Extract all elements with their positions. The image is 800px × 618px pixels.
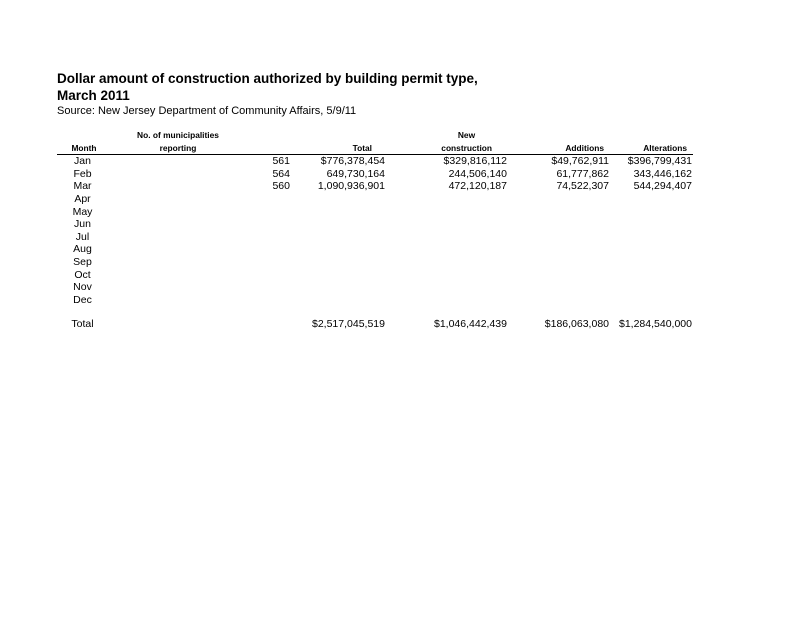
header-alterations-top: [610, 129, 693, 142]
total-cell: [291, 294, 386, 307]
alterations-cell: $396,799,431: [627, 155, 692, 168]
totals-alterations-cell: $1,284,540,000: [619, 318, 692, 331]
new-construction-cell: [386, 281, 508, 294]
total-cell: [291, 206, 386, 219]
month-cell: Oct: [74, 268, 91, 281]
month-cell: Aug: [73, 243, 92, 256]
alterations-cell: 343,446,162: [633, 167, 692, 180]
municipalities-cell: [108, 294, 291, 307]
additions-cell: [508, 193, 610, 206]
new-construction-cell: [386, 231, 508, 244]
totals-new-construction-cell: $1,046,442,439: [434, 318, 507, 331]
month-cell: Mar: [73, 180, 92, 193]
additions-cell: [508, 231, 610, 244]
month-cell: Dec: [73, 293, 92, 306]
month-cell: Jan: [74, 155, 91, 168]
additions-cell: [508, 269, 610, 282]
alterations-cell: 544,294,407: [633, 180, 692, 193]
totals-row: [57, 318, 693, 331]
totals-additions-cell: $186,063,080: [544, 318, 609, 331]
spacer-cell: [291, 306, 386, 318]
alterations-cell: [610, 193, 693, 206]
alterations-cell: [610, 294, 693, 307]
table-row: [57, 155, 693, 168]
municipalities-cell: [108, 281, 291, 294]
spacer-row: [57, 306, 693, 318]
header-row-2: [57, 142, 693, 155]
table-row: [57, 269, 693, 282]
month-cell: Sep: [73, 255, 92, 268]
municipalities-cell: [108, 256, 291, 269]
alterations-cell: [610, 231, 693, 244]
report-title-line2: March 2011: [57, 88, 130, 103]
header-new-line2: construction: [386, 142, 508, 155]
additions-cell: [508, 281, 610, 294]
source-note: Source: New Jersey Department of Community Affairs, 5/9/11: [57, 105, 357, 117]
table-row: [57, 256, 693, 269]
month-cell: Jul: [75, 230, 90, 243]
additions-cell: [508, 218, 610, 231]
header-additions: Additions: [508, 142, 610, 155]
new-construction-cell: [386, 193, 508, 206]
table-row: [57, 180, 693, 193]
total-cell: 1,090,936,901: [317, 180, 385, 193]
total-cell: [291, 231, 386, 244]
new-construction-cell: 472,120,187: [448, 180, 507, 193]
month-cell: Nov: [73, 281, 92, 294]
additions-cell: [508, 206, 610, 219]
additions-cell: 61,777,862: [556, 167, 609, 180]
month-cell: Apr: [74, 192, 91, 205]
header-total: Total: [291, 142, 386, 155]
header-additions-top: [508, 129, 610, 142]
header-row-1: [57, 129, 693, 142]
table-row: [57, 281, 693, 294]
municipalities-cell: [108, 243, 291, 256]
total-cell: [291, 281, 386, 294]
new-construction-cell: [386, 218, 508, 231]
additions-cell: [508, 243, 610, 256]
table-row: [57, 231, 693, 244]
municipalities-cell: [108, 206, 291, 219]
total-cell: [291, 269, 386, 282]
total-cell: [291, 256, 386, 269]
month-cell: Feb: [73, 167, 92, 180]
alterations-cell: [610, 218, 693, 231]
municipalities-cell: [108, 269, 291, 282]
municipalities-cell: [108, 218, 291, 231]
header-alterations: Alterations: [610, 142, 693, 155]
totals-municipalities-cell: [108, 318, 291, 331]
alterations-cell: [610, 243, 693, 256]
total-cell: $776,378,454: [320, 155, 385, 168]
report-title-line1: Dollar amount of construction authorized by building permit type,: [57, 71, 478, 86]
spacer-cell: [108, 306, 291, 318]
municipalities-cell: 561: [272, 155, 290, 168]
month-cell: May: [72, 205, 93, 218]
municipalities-cell: [108, 231, 291, 244]
spacer-cell: [508, 306, 610, 318]
header-month-top: [57, 129, 108, 142]
header-municipalities-line2: reporting: [108, 142, 291, 155]
table-row: [57, 218, 693, 231]
municipalities-cell: 564: [272, 167, 290, 180]
spacer-cell: [57, 306, 108, 318]
new-construction-cell: [386, 294, 508, 307]
municipalities-cell: 560: [272, 180, 290, 193]
month-cell: Jun: [74, 218, 91, 231]
header-total-top: [291, 129, 386, 142]
totals-total-cell: $2,517,045,519: [312, 318, 385, 331]
new-construction-cell: [386, 206, 508, 219]
new-construction-cell: [386, 256, 508, 269]
permit-table: [57, 129, 693, 331]
municipalities-cell: [108, 193, 291, 206]
new-construction-cell: [386, 269, 508, 282]
table-row: [57, 294, 693, 307]
additions-cell: 74,522,307: [556, 180, 609, 193]
totals-label: Total: [71, 318, 94, 331]
total-cell: 649,730,164: [326, 167, 385, 180]
table-row: [57, 206, 693, 219]
new-construction-cell: $329,816,112: [443, 155, 507, 168]
spacer-cell: [386, 306, 508, 318]
new-construction-cell: 244,506,140: [448, 167, 507, 180]
total-cell: [291, 218, 386, 231]
header-month: Month: [57, 142, 108, 155]
additions-cell: [508, 294, 610, 307]
total-cell: [291, 193, 386, 206]
table-row: [57, 193, 693, 206]
header-municipalities-line1: No. of municipalities: [137, 130, 219, 140]
additions-cell: $49,762,911: [551, 155, 609, 168]
header-new-line1: New: [457, 130, 476, 140]
table-row: [57, 243, 693, 256]
alterations-cell: [610, 281, 693, 294]
total-cell: [291, 243, 386, 256]
spacer-cell: [610, 306, 693, 318]
table-row: [57, 168, 693, 181]
additions-cell: [508, 256, 610, 269]
new-construction-cell: [386, 243, 508, 256]
alterations-cell: [610, 206, 693, 219]
alterations-cell: [610, 269, 693, 282]
alterations-cell: [610, 256, 693, 269]
